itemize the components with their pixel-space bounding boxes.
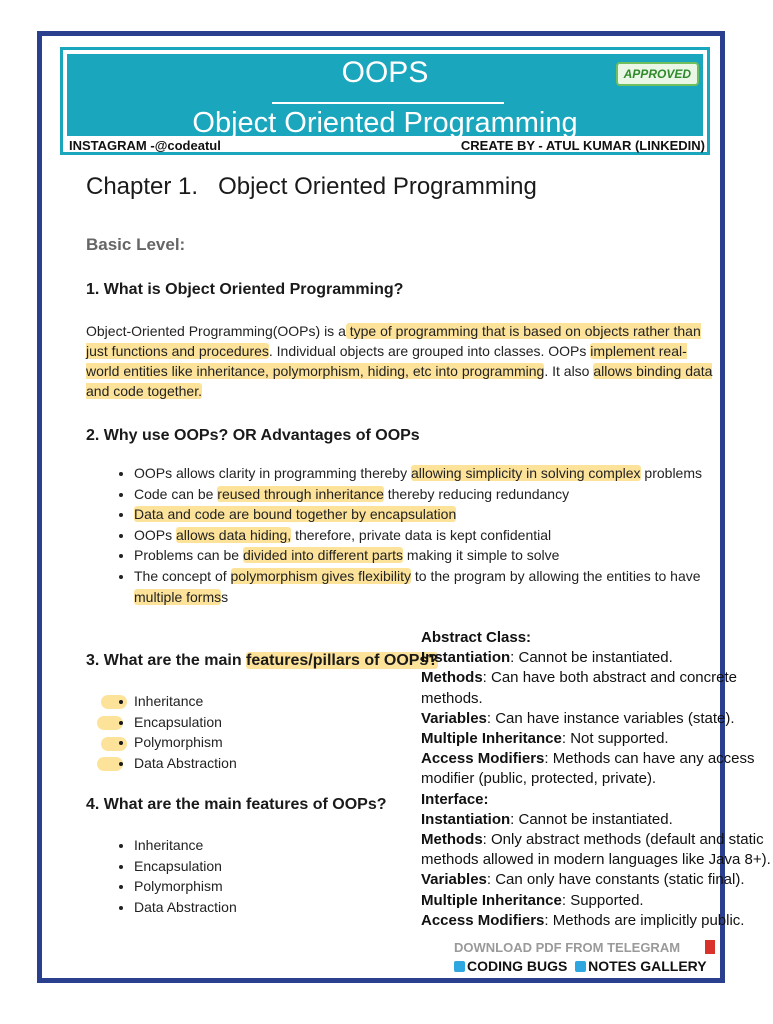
list-item xyxy=(134,566,704,607)
note-line xyxy=(421,729,773,749)
note-line xyxy=(421,648,773,668)
pillars-list xyxy=(104,691,237,773)
question-4-heading: 4. What are the main features of OOPs? xyxy=(86,796,387,813)
note-value: : Can only have constants (static final). xyxy=(486,871,745,889)
highlight: allows binding data and code together. xyxy=(86,363,713,399)
notes-heading: Abstract Class: xyxy=(421,629,532,646)
list-item: • Polymorphism xyxy=(134,732,237,753)
heading-text: 3. What are the main xyxy=(86,652,247,669)
item-text: s xyxy=(221,588,229,605)
item-text: The concept of xyxy=(134,567,231,584)
note-line xyxy=(421,709,773,729)
page-title: OOPS xyxy=(341,56,429,89)
note-value: : Supported. xyxy=(561,891,644,909)
item-text: Code can be xyxy=(134,485,218,502)
advantages-list xyxy=(104,463,704,607)
note-key: Access Modifiers xyxy=(421,750,545,768)
footer xyxy=(418,940,718,980)
list-item xyxy=(134,504,704,525)
question-2-heading: 2. Why use OOPs? OR Advantages of OOPs xyxy=(86,427,420,444)
highlight: implement real-world entities like inheritance, polymorphism, hiding, etc into programming xyxy=(86,343,687,379)
question-3-heading xyxy=(86,652,438,670)
list-item: • Encapsulation xyxy=(134,712,237,733)
note-line xyxy=(421,830,773,870)
features-list xyxy=(104,835,237,917)
note-value: : Can have instance variables (state). xyxy=(486,709,735,727)
answer-text: Object-Oriented Programming(OOPs) is a xyxy=(86,323,346,339)
title-divider xyxy=(272,102,504,104)
item-text: therefore, private data is kept confidential xyxy=(291,526,552,543)
list-item xyxy=(134,525,704,546)
coding-bugs-link[interactable]: CODING BUGS xyxy=(467,958,568,974)
pdf-icon xyxy=(705,940,715,954)
note-value: : Cannot be instantiated. xyxy=(510,810,673,828)
list-item: • Inheritance xyxy=(134,835,237,856)
note-key: Methods xyxy=(421,831,483,849)
interface-title xyxy=(421,790,773,810)
page-subtitle: Object Oriented Programming xyxy=(192,107,578,139)
highlight: polymorphism gives flexibility xyxy=(230,567,412,584)
chapter-title: Chapter 1. Object Oriented Programming xyxy=(86,173,537,200)
item-text: to the program by allowing the entities to have xyxy=(411,567,701,584)
note-key: Multiple Inheritance xyxy=(421,730,562,748)
highlight: type of programming that is based on objects rather than just functions and procedures xyxy=(86,323,701,359)
note-value: : Can have both abstract and concrete methods. xyxy=(421,669,737,707)
answer-text: . It also xyxy=(544,363,594,379)
note-line xyxy=(421,870,773,890)
credits-bar xyxy=(63,137,707,155)
download-link[interactable]: DOWNLOAD PDF FROM TELEGRAM xyxy=(454,940,681,955)
list-item: • Encapsulation xyxy=(134,856,237,877)
abstract-class-title xyxy=(421,628,773,648)
highlight: Data and code are bound together by encapsulation xyxy=(134,506,457,523)
answer-text: . Individual objects are grouped into classes. OOPs xyxy=(268,343,591,359)
note-line xyxy=(421,810,773,830)
item-text: making it simple to solve xyxy=(403,547,560,564)
note-value: : Methods can have any access modifier (public, protected, private). xyxy=(421,750,755,788)
level-heading: Basic Level: xyxy=(86,235,186,254)
creator-credit[interactable]: CREATE BY - ATUL KUMAR (LINKEDIN) xyxy=(460,138,705,153)
note-key: Instantiation xyxy=(421,649,511,667)
note-value: : Only abstract methods (default and static methods allowed in modern languages like Java 8+). xyxy=(421,831,771,869)
comparison-notes xyxy=(421,628,773,931)
note-key: Variables xyxy=(421,871,487,889)
notes-gallery-link[interactable]: NOTES GALLERY xyxy=(588,958,707,974)
telegram-links xyxy=(454,958,707,974)
telegram-icon xyxy=(575,961,586,972)
note-key: Methods xyxy=(421,669,483,687)
note-line xyxy=(421,749,773,789)
item-text: OOPs xyxy=(134,526,177,543)
list-item xyxy=(134,545,704,566)
instagram-handle[interactable]: INSTAGRAM -@codeatul xyxy=(69,138,221,153)
highlight: divided into different parts xyxy=(242,547,404,564)
note-key: Access Modifiers xyxy=(421,911,545,929)
note-key: Variables xyxy=(421,709,487,727)
note-line xyxy=(421,891,773,911)
page-frame xyxy=(37,31,771,983)
note-value: : Methods are implicitly public. xyxy=(544,911,745,929)
note-key: Instantiation xyxy=(421,810,511,828)
highlight: allows data hiding, xyxy=(176,526,292,543)
note-line xyxy=(421,668,773,708)
highlight: reused through inheritance xyxy=(217,485,384,502)
notes-heading: Interface: xyxy=(421,790,489,808)
note-line xyxy=(421,911,773,931)
question-1-answer xyxy=(86,321,716,401)
note-key: Multiple Inheritance xyxy=(421,891,562,909)
note-value: : Not supported. xyxy=(561,730,669,748)
list-item xyxy=(134,484,704,505)
highlight: allowing simplicity in solving complex xyxy=(411,465,641,481)
list-item xyxy=(134,463,704,484)
approved-badge: APPROVED xyxy=(616,62,699,86)
highlight: multiple forms xyxy=(134,588,222,605)
question-1-heading: 1. What is Object Oriented Programming? xyxy=(86,281,404,298)
highlight: features/pillars of OOPs? xyxy=(246,652,439,669)
title-banner xyxy=(67,54,703,139)
item-text: thereby reducing redundancy xyxy=(383,485,570,502)
list-item: • Data Abstraction xyxy=(134,897,237,918)
item-text: Problems can be xyxy=(134,547,243,564)
header xyxy=(60,47,710,155)
item-text: problems xyxy=(640,465,702,481)
list-item: • Polymorphism xyxy=(134,876,237,897)
note-value: : Cannot be instantiated. xyxy=(510,649,673,667)
item-text: OOPs allows clarity in programming thereby xyxy=(134,465,411,481)
list-item: • Inheritance xyxy=(134,691,237,712)
telegram-icon xyxy=(454,961,465,972)
list-item: • Data Abstraction xyxy=(134,753,237,774)
